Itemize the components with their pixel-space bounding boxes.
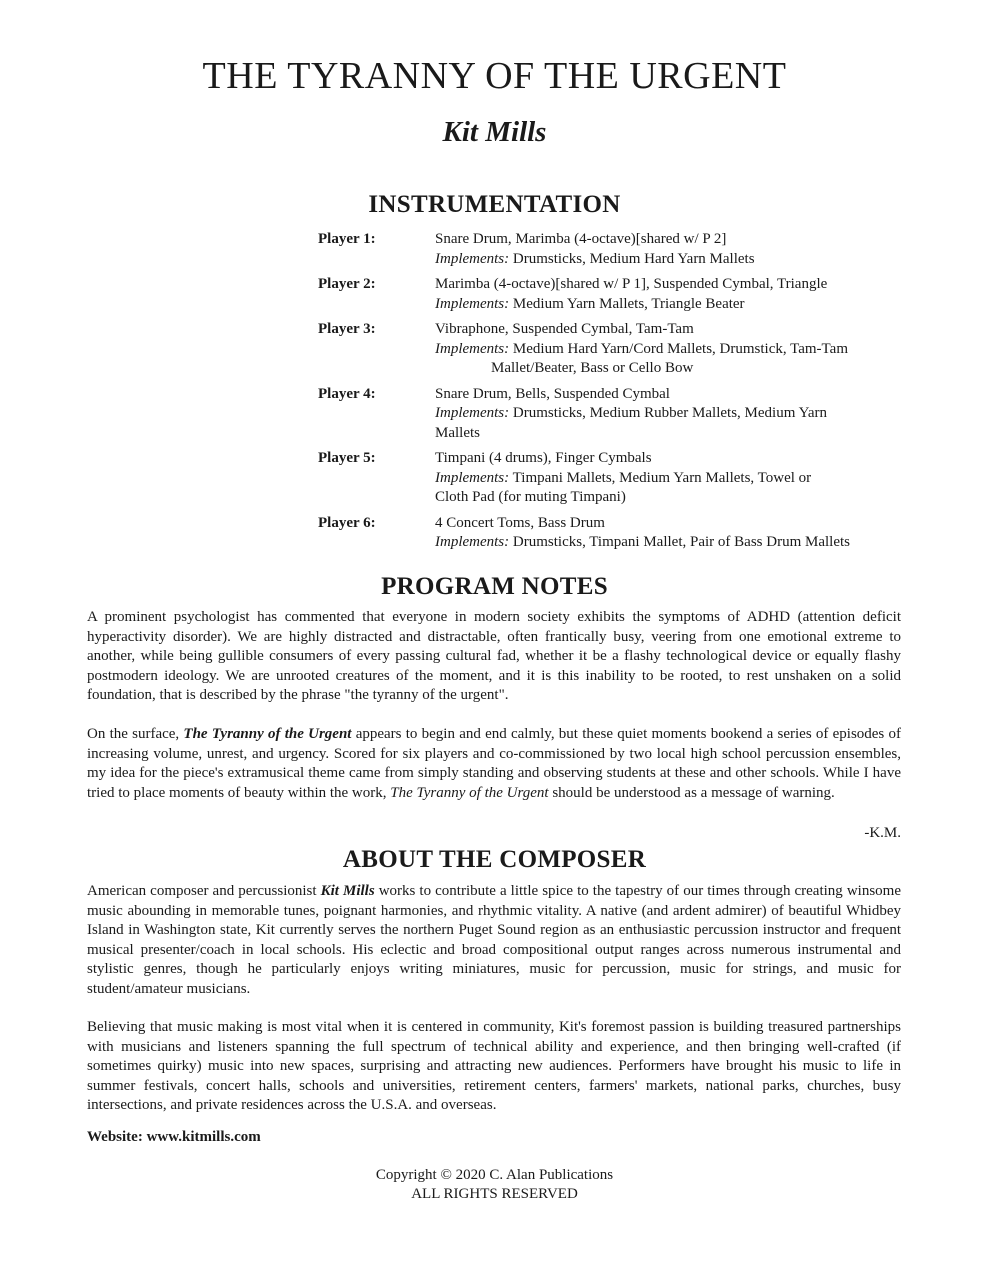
- text-run: appears to begin and end calmly, but these quiet moments bookend a series of episodes of increasing volume, unrest, and urgency. Scored for six players and co-commissioned by two local high school percussion ensembles, my idea for the piece's extramusical theme came from simply standing and observing students at these and other schools. While I have tried to place moments of beauty within the work,: [87, 726, 901, 801]
- player-instruments: 4 Concert Toms, Bass Drum: [435, 514, 605, 531]
- implements-label: Implements:: [435, 340, 510, 357]
- instrumentation-list: [318, 230, 878, 553]
- player-row-5: [318, 449, 878, 508]
- about-paragraph-2: Believing that music making is most vital when it is centered in community, Kit's foremost passion is building treasured partnerships with musicians and listeners spanning the full spectrum of technical ability and experience, and then bringing well-crafted (if sometimes quirky) music into new spaces, surprising and attracting new audiences. Performers have brought his music to life in summer festivals, concert halls, schools and universities, retirement centers, farmers' markets, national parks, churches, busy intersections, and private residences across the U.S.A. and overseas.: [87, 1019, 901, 1113]
- composer-name: Kit Mills: [442, 116, 547, 148]
- implements-label: Implements:: [435, 405, 510, 421]
- implements-label: Implements:: [435, 469, 510, 486]
- text-run: works to contribute a little spice to the tapestry of our times through creating winsome music abounding in memorable tunes, poignant harmonies, and rhythmic vitality. A native (and ardent admirer) of beautiful Whidbey Island in Washington state, Kit currently serves the northern Puget Sound region as an enthusiastic percussion instructor and frequent musical presenter/coach in local schools. His eclectic and broad compositional output ranges across numerous instrumental and stylistic genres, though he particularly enjoys writing miniatures, music for percussion, music for strings, and music for student/amateur musicians.: [87, 883, 901, 997]
- player-label: Player 1:: [318, 231, 376, 247]
- piece-title-reference: The Tyranny of the Urgent: [390, 784, 549, 801]
- player-label: Player 5:: [318, 450, 376, 466]
- text-run: American composer and percussionist: [87, 883, 321, 899]
- player-row-3: [318, 320, 878, 379]
- website-line: Website: www.kitmills.com: [87, 1129, 261, 1145]
- player-implements-continued: Mallets: [435, 424, 480, 441]
- text-run: should be understood as a message of warning.: [548, 784, 835, 801]
- player-label: Player 6:: [318, 514, 376, 531]
- player-instruments: Timpani (4 drums), Finger Cymbals: [435, 450, 652, 466]
- about-composer-heading: ABOUT THE COMPOSER: [342, 846, 647, 873]
- player-instruments: Snare Drum, Marimba (4-octave)[shared w/ P 2]: [435, 231, 727, 247]
- implements-label: Implements:: [435, 534, 510, 550]
- program-notes-signature: -K.M.: [864, 825, 901, 841]
- piece-title: THE TYRANNY OF THE URGENT: [202, 55, 787, 97]
- player-implements: Medium Hard Yarn/Cord Mallets, Drumstick, Tam-Tam: [512, 340, 848, 357]
- player-row-2: [318, 275, 878, 314]
- rights-line: ALL RIGHTS RESERVED: [411, 1186, 578, 1202]
- player-implements: Medium Yarn Mallets, Triangle Beater: [512, 295, 745, 312]
- player-label: Player 4:: [318, 385, 376, 402]
- copyright-line: Copyright © 2020 C. Alan Publications: [375, 1167, 614, 1183]
- player-instruments: Snare Drum, Bells, Suspended Cymbal: [435, 385, 670, 402]
- program-notes-paragraph-2: [87, 725, 901, 803]
- implements-label: Implements:: [435, 250, 510, 267]
- player-label: Player 2:: [318, 276, 376, 292]
- text-run: On the surface,: [87, 726, 184, 742]
- about-paragraph-1: [87, 882, 901, 999]
- piece-title-reference: The Tyranny of the Urgent: [183, 726, 352, 742]
- player-label: Player 3:: [318, 321, 376, 337]
- player-row-4: [318, 385, 878, 444]
- instrumentation-heading: INSTRUMENTATION: [368, 191, 621, 218]
- player-instruments: Marimba (4-octave)[shared w/ P 1], Suspended Cymbal, Triangle: [435, 276, 828, 292]
- player-implements: Timpani Mallets, Medium Yarn Mallets, Towel or: [512, 469, 812, 486]
- player-row-6: [318, 514, 878, 553]
- player-instruments: Vibraphone, Suspended Cymbal, Tam-Tam: [435, 321, 694, 337]
- player-implements-continued: Cloth Pad (for muting Timpani): [435, 489, 626, 505]
- implements-label: Implements:: [435, 295, 510, 312]
- composer-name-reference: Kit Mills: [320, 883, 375, 899]
- player-row-1: [318, 230, 878, 269]
- program-notes-heading: PROGRAM NOTES: [381, 573, 608, 600]
- player-implements: Drumsticks, Medium Rubber Mallets, Medium Yarn: [512, 405, 828, 421]
- player-implements: Drumsticks, Medium Hard Yarn Mallets: [512, 250, 755, 267]
- player-implements-continued: Mallet/Beater, Bass or Cello Bow: [491, 360, 694, 376]
- player-implements: Drumsticks, Timpani Mallet, Pair of Bass Drum Mallets: [512, 534, 850, 550]
- program-notes-paragraph-1: A prominent psychologist has commented that everyone in modern society exhibits the symptoms of ADHD (attention deficit hyperactivity disorder). We are highly distracted and distractable, often frantically busy, veering from one emotional extreme to another, while being gullible consumers of every passing cultural fad, whether it be a flashy technological device or equally flashy postmodern ideology. We are unrooted creatures of the moment, and it is this inability to be rooted, to rest unshaken on a solid foundation, that is described by the phrase "the tyranny of the urgent".: [87, 609, 901, 703]
